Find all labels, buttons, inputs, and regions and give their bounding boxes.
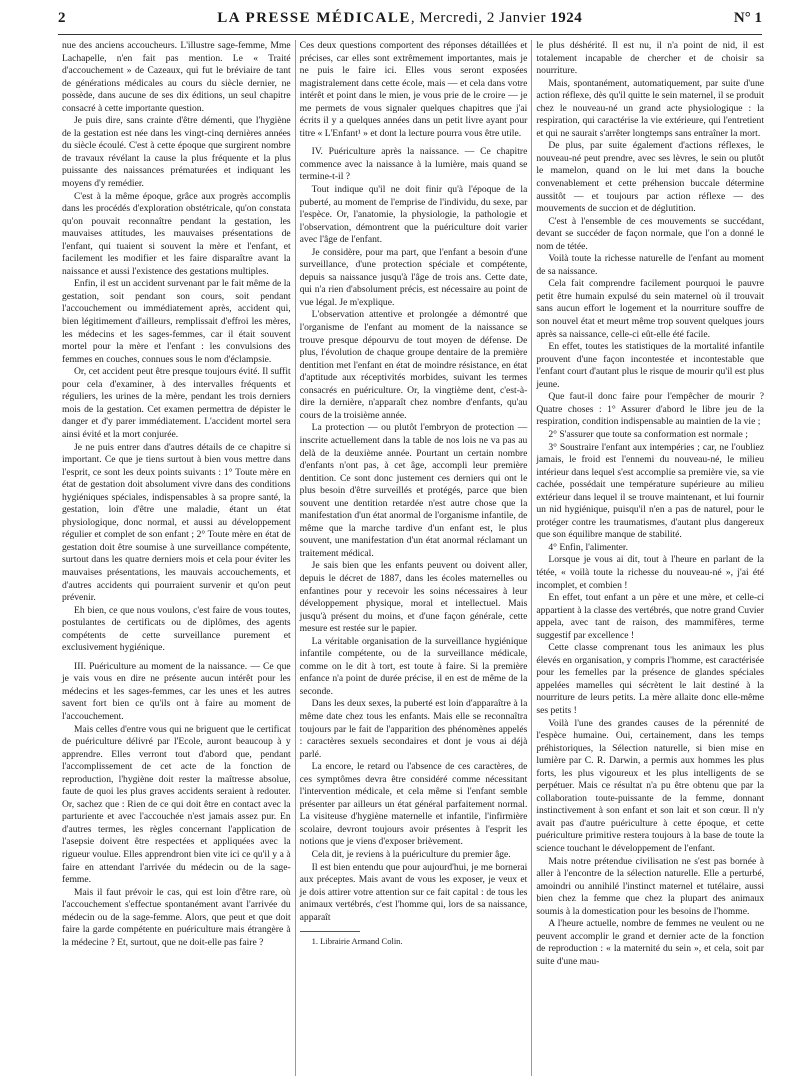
paragraph: Mais, spontanément, automatiquement, par suite d'une action réflexe, dès qu'il quitte le sein maternel, il se produit chez le nouveau-né un grand acte physiologique : la respiration, qui caractérise la vie extérieure, qui l'entretient et qui ne saurait s'arrêter longtemps sans entraîner la mort. [536,77,765,139]
paragraph: Mais notre prétendue civilisation ne s'est pas bornée à aller à l'encontre de la sélection naturelle. Elle a perturbé, amoindri ou annihilé l'instinct maternel et tutélaire, aussi bien chez la femme que chez la plupart des animaux soumis à la domestication pour les besoins de l'homme. [536,855,765,917]
paragraph: 3° Soustraire l'enfant aux intempéries ; car, ne l'oubliez jamais, le froid est l'ennemi du nouveau-né, le milieu intérieur dans lequel s'est accomplie sa première vie, sa vie cachée, possédait une température supérieure au milieu extérieur dans lequel il se trouve maintenant, et lui fournir un nid hygiénique, puisqu'il n'en a pas de naturel, pour le protéger contre les traumatismes, d'autant plus dangereux que son équilibre manque de stabilité. [536,441,765,541]
paragraph: Je puis dire, sans crainte d'être démenti, que l'hygiène de la gestation est née dans les vingt-cinq dernières années du siècle écoulé. C'est à cette époque que surgirent nombre de travaux révélant la cause la plus fréquente et la plus puissante des naissances prématurées et indiquant les moyens d'y remédier. [62,115,291,190]
paragraph: Dans les deux sexes, la puberté est loin d'apparaître à la même date chez tous les enfants. Mais elle se reconnaîtra toujours par le fait de l'apparition des phénomènes appelés : caractères sexuels secondaires et dont je vous ai déjà parlé. [299,698,528,760]
paragraph: Je considère, pour ma part, que l'enfant a besoin d'une surveillance, d'une protection spéciale et compétente, depuis sa naissance jusqu'à l'âge de trois ans. Cette date, qui n'a rien d'absolument précis, est nécessaire au point de vue légal. Je m'explique. [299,246,528,308]
paragraph: Ces deux questions comportent des réponses détaillées et précises, car elles sont extrêmement importantes, mais je ne puis le faire ici. Elles vous seront exposées magistralement dans cette école, mais — et cela dans votre intérêt et point dans le mien, je vous prie de le croire — je me permets de vous signaler quelques chapitres que j'ai écrits il y a quelques années dans un petit livre ayant pour titre « L'Enfant¹ » et dont la lecture pourra vous être utile. [299,40,528,139]
paragraph: Il est bien entendu que pour aujourd'hui, je me bornerai aux préceptes. Mais avant de vous les exposer, je veux et je dois attirer votre attention sur ce fait capital : de tous les animaux vertébrés, c'est l'homme qui, lors de sa naissance, apparaît [299,861,528,923]
section-heading-paragraph: IV. Puériculture après la naissance. — Ce chapitre commence avec la naissance à la lumière, mais quand se termine-t-il ? [299,146,528,183]
paragraph: Mais celles d'entre vous qui ne briguent que le certificat de puériculture délivré par l'Ecole, auront beaucoup à y apprendre. Elles verront tout d'abord que, pendant l'accomplissement de cet acte de la fonction de reproduction, l'hygiène doit rester la maîtresse absolue, faute de quoi les plus graves accidents seraient à redouter. Or, sachez que : Rien de ce qui doit être en contact avec la parturiente et avec l'accouchée n'est jamais assez pur. En d'autres termes, les règles concernant l'application de l'asepsie doivent être respectées et appliquées avec la rigueur voulue. Elles apprendront bien vite ici ce qu'il y a à faire en attendant l'arrivée du médecin ou de la sage-femme. [62,723,291,886]
paragraph: La protection — ou plutôt l'embryon de protection — inscrite actuellement dans la table de nos lois ne va pas au delà de la deuxième année. Pourtant un certain nombre d'enfants n'ont pas, à cet âge, accompli leur première dentition. Ce sont donc justement ces derniers qui ont le plus besoin d'être surveillés et protégés, parce que bien souvent une dentition retardée n'est autre chose que la manifestation d'un état anormal de l'organisme infantile, de même que la marche tardive d'un enfant est, le plus souvent, une manifestation d'un état anormal réclamant un traitement médical. [299,422,528,559]
paragraph: Cela fait comprendre facilement pourquoi le pauvre petit être humain expulsé du sein maternel où il trouvait sans aucun effort le logement et la nourriture souffre de son nouvel état et meurt même trop souvent quelques jours après sa naissance, celle-ci eût-elle été facile. [536,278,765,340]
page-number: 2 [58,10,66,26]
paragraph: De plus, par suite également d'actions réflexes, le nouveau-né peut prendre, avec ses lèvres, le sein ou plutôt le mamelon, quand on le lui met dans la bouche convenablement et cette préhension buccale détermine aussitôt — et toujours par action réflexe — des mouvements de succion et de déglutition. [536,140,765,215]
text-column-right [531,40,768,1076]
paragraph: La véritable organisation de la surveillance hygiénique infantile compétente, ou de la surveillance médicale, comme on le dit à tort, est toute à faire. Si la première enfance n'a point de durée précise, il en est de même de la seconde. [299,635,528,697]
paragraph: C'est à l'ensemble de ces mouvements se succédant, devant se succéder de façon normale, que l'on a donné le nom de tétée. [536,215,765,252]
page-header [58,10,762,32]
paragraph: Cela dit, je reviens à la puériculture du premier âge. [311,849,511,860]
paragraph: 4° Enfin, l'alimenter. [548,541,628,553]
text-column-middle [295,40,532,1076]
paragraph: C'est à la même époque, grâce aux progrès accomplis dans les procédés d'exploration obstétricale, qu'on constata qu'on pouvait reconnaître pendant la gestation, les mauvaises attitudes, les mauvaises présentations de l'enfant, qui tuaient si souvent la mère et l'enfant, et facilement les modifier et les faire disparaître avant la naissance et aussi l'existence des gestations multiples. [62,190,291,277]
paragraph: Enfin, il est un accident survenant par le fait même de la gestation, soit pendant son cours, soit pendant l'accouchement ou immédiatement après, accident qui, bien légitimement d'ailleurs, remplissait d'effroi les mères, les médecins et les sages-femmes, car il était souvent mortel pour la mère et l'enfant : les convulsions des femmes en couches, connues sous le nom d'éclampsie. [62,278,291,365]
paragraph: Je sais bien que les enfants peuvent ou doivent aller, depuis le décret de 1887, dans les écoles maternelles ou enfantines pour y recevoir les soins nécessaires à leur développement physique, moral et intellectuel. Mais jusqu'à présent du moins, et d'une façon générale, cette mesure est restée sur le papier. [299,560,528,635]
paragraph: le plus déshérité. Il est nu, il n'a point de nid, il est totalement incapable de chercher et de choisir sa nourriture. [536,40,765,77]
header-rule [58,34,762,35]
paragraph: Je ne puis entrer dans d'autres détails de ce chapitre si important. Ce que je tiens surtout à bien vous mettre dans l'esprit, ce sont les deux points suivants : 1° Toute mère en état de gestation doit absolument vivre dans des conditions hygiéniques spéciales, indispensables à sa propre santé, la gestation, loin d'être une maladie, étant un état physiologique, donc normal, et aussi au développement régulier et complet de son enfant ; 2° Toute mère en état de gestation doit être soumise à une surveillance compétente, surtout dans les quatre derniers mois et cela pour éviter les mauvaises présentations, les mauvais accouchements, et d'autres accidents qui pourraient survenir et qu'on peut prévenir. [62,441,291,604]
article-columns [58,40,768,1076]
issue-year: 1924 [550,10,583,26]
paragraph: L'observation attentive et prolongée a démontré que l'organisme de l'enfant au moment de la naissance se trouve presque dépourvu de tout moyen de défense. De plus, l'évolution de chaque groupe dentaire de la première dentition met l'enfant en état de moindre résistance, en état d'aptitude aux réceptivités morbides, suivant les termes consacrés en puériculture. Or, la vingtième dent, c'est-à-dire la dernière, n'apparaît chez nombre d'enfants, qu'au cours de la troisième année. [299,309,528,421]
issue-number: N° 1 [733,10,762,26]
paragraph: nue des anciens accoucheurs. L'illustre sage-femme, Mme Lachapelle, n'en fait pas mention. Le « Traité d'accouchement » de Cazeaux, qui fut le bréviaire de tant de générations médicales au cours du siècle dernier, ne possède, dans aucune de ses dix éditions, un seul chapitre consacré à cette importante question. [62,40,291,114]
text-column-left [58,40,295,1076]
issue-date: , Mercredi, 2 Janvier [410,10,551,26]
paragraph: 2° S'assurer que toute sa conformation est normale ; [548,428,748,440]
footnote-rule [300,931,360,932]
paragraph: Tout indique qu'il ne doit finir qu'à l'époque de la puberté, au moment de l'emprise de l'individu, du sexe, par l'espèce. Or, l'anatomie, la physiologie, la pathologie et l'observation, démontrent que la puériculture doit varier avec l'âge de l'enfant. [299,184,528,246]
paragraph: Voilà l'une des grandes causes de la pérennité de l'espèce humaine. Oui, certainement, dans les temps préhistoriques, la Sélection naturelle, si bien mise en lumière par C. R. Darwin, a permis aux hommes les plus forts, les plus vigoureux et les plus intelligents de se perpétuer. Mais ce résultat n'a pu être obtenu que par la collaboration toute-puissante de la femme, donnant instinctivement à son enfant et son lait et son cœur. Il n'y avait pas d'autre puériculture à cette époque, et cette puériculture primitive restera toujours à la base de toute la science touchant le développement de l'enfant. [536,717,765,854]
paragraph: Eh bien, ce que nous voulons, c'est faire de vous toutes, postulantes de certificats ou de diplômes, des agents compétents de cette surveillance purement et exclusivement hygiénique. [62,604,291,654]
paragraph: Que faut-il donc faire pour l'empêcher de mourir ? Quatre choses : 1° Assurer d'abord le libre jeu de la respiration, condition indispensable au maintien de la vie ; [536,391,765,428]
paragraph: La encore, le retard ou l'absence de ces caractères, de ces symptômes devra être considéré comme nécessitant l'intervention médicale, et cela même si l'enfant semble présenter par ailleurs un état général parfaitement normal. La visiteuse d'hygiène maternelle et infantile, l'infirmière scolaire, devront toujours avoir présentes à l'esprit les notions que je viens d'exposer brièvement. [299,761,528,848]
section-heading-paragraph: III. Puériculture au moment de la naissance. — Ce que je vais vous en dire ne présente aucun intérêt pour les médecins et les sages-femmes, car les unes et les autres savent fort bien ce qu'ils ont à faire au moment de l'accouchement. [62,660,291,722]
footnote: 1. Librairie Armand Colin. [311,936,403,947]
paragraph: Voilà toute la richesse naturelle de l'enfant au moment de sa naissance. [536,253,765,277]
paragraph: En effet, tout enfant a un père et une mère, et celle-ci appartient à la classe des vertébrés, que notre grand Cuvier appela, avec tant de raison, des mammifères, terme suggestif par excellence ! [536,592,765,641]
paragraph: A l'heure actuelle, nombre de femmes ne veulent ou ne peuvent accomplir le grand et dernier acte de la fonction de reproduction : « la maternité du sein », et cela, soit par suite d'une mau- [536,918,765,967]
journal-title: LA PRESSE MÉDICALE [217,10,411,26]
paragraph: Lorsque je vous ai dit, tout à l'heure en parlant de la tétée, « voilà toute la richesse du nouveau-né », j'ai été incomplet, et combien ! [536,554,765,591]
paragraph: En effet, toutes les statistiques de la mortalité infantile prouvent d'une façon incontestée et incontestable que l'enfant court d'autant plus le risque de mourir qu'il est plus jeune. [536,341,765,390]
paragraph: Cette classe comprenant tous les animaux les plus élevés en organisation, y compris l'homme, est caractérisée pour les femelles par la présence de glandes spéciales appelées mamelles qui sécrètent le lait destiné à la nourriture de leurs petits. La mère allaite donc elle-même ses petits ! [536,642,765,716]
paragraph: Or, cet accident peut être presque toujours évité. Il suffit pour cela d'examiner, à des intervalles fréquents et réguliers, les urines de la mère, pendant les trois derniers mois de la gestation. Cet examen permettra de dépister le danger et d'y parer immédiatement. L'accident mortel sera ainsi évité et la mort conjurée. [62,366,291,440]
paragraph: Mais il faut prévoir le cas, qui est loin d'être rare, où l'accouchement s'effectue spontanément avant l'arrivée du médecin ou de la sage-femme. Alors, que peut et que doit faire la garde compétente en puériculture mais étrangère à la médecine ? Et, surtout, que ne doit-elle pas faire ? [62,886,291,948]
journal-title-line [217,10,582,27]
